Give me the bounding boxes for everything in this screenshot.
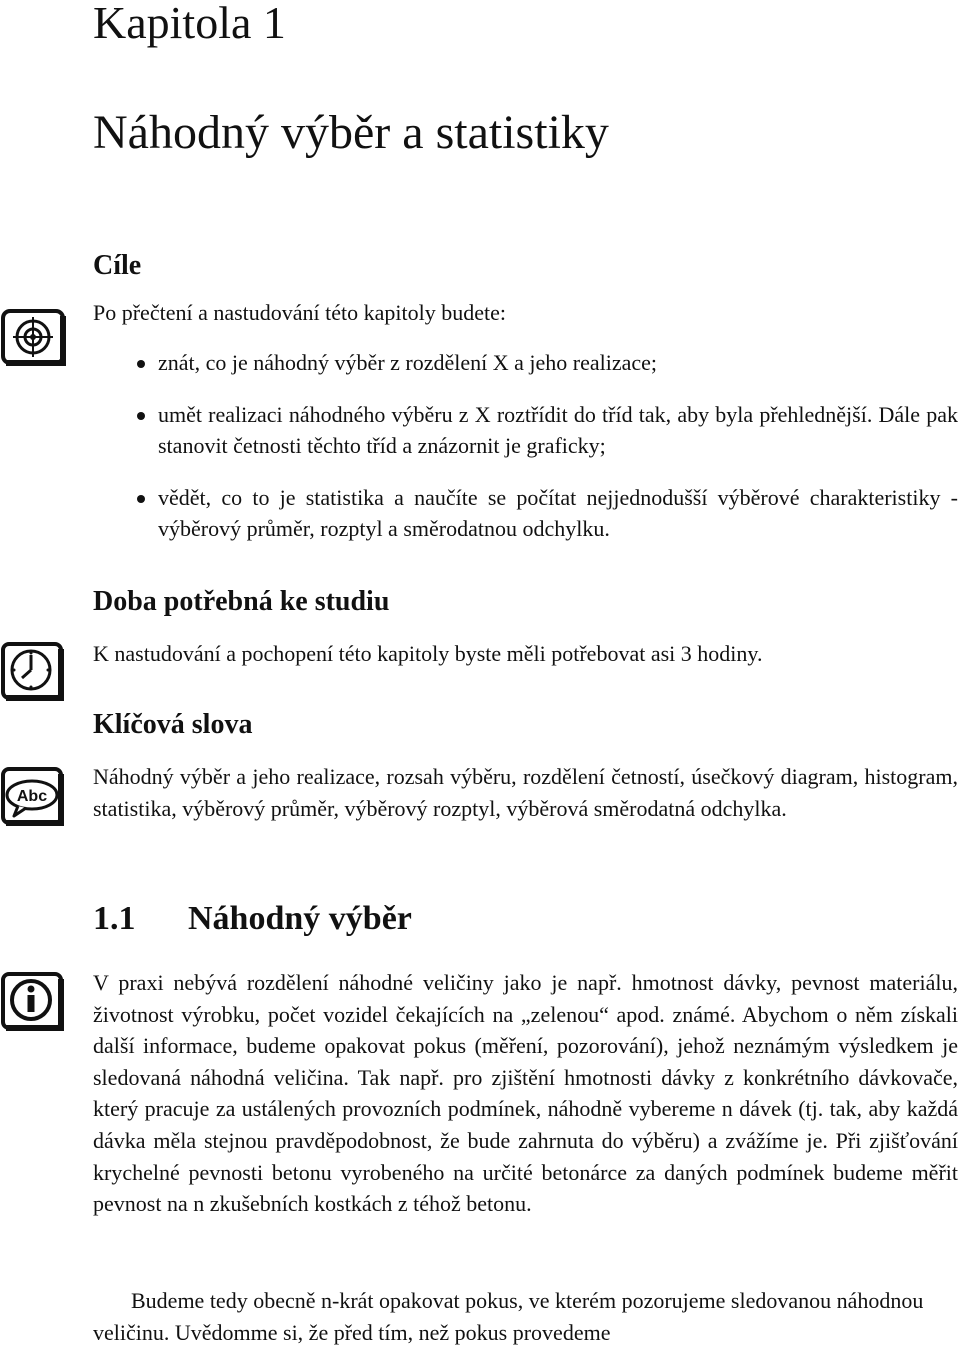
list-item: [93, 399, 958, 462]
target-icon: [0, 308, 66, 368]
section-paragraph-1: V praxi nebývá rozdělení náhodné veličiny jako je např. hmotnost dávky, pevnost materiálu, životnost výrobku, počet vozidel čekajících na „zelenou“ apod. známé. Abychom o něm získali další informace, budeme opakovat pokus (měření, pozorování), jehož neznámým výsledkem je sledovaná náhodná veličina. Tak např. pro zjištění hmotnosti dávky z konkrétního dávkovače, který pracuje za ustálených provozních podmínek, náhodně vybereme n dávek (tj. tak, aby každá dávka měla stejnou pravděpodobnost, že bude zahrnuta do výběru) a zvážíme je. Při zjišťování krychelné pevnosti betonu vyrobeného na určité betonárce za daných podmínek budeme měřit pevnost na n zkušebních kostkách z téhož betonu.: [93, 970, 958, 1217]
info-icon: [0, 970, 66, 1032]
list-item: [93, 347, 958, 379]
clock-icon: [0, 640, 66, 702]
subsection-title: [93, 898, 412, 940]
list-item-text: umět realizaci náhodného výběru z X roztřídit do tříd tak, aby byla přehlednější. Dále pak stanovit četnosti těchto tříd a znázornit je graficky;: [158, 401, 958, 458]
section-paragraph-2: [93, 1285, 958, 1348]
bullet-dot: [137, 360, 145, 368]
chapter-label: Kapitola 1: [93, 0, 286, 48]
bullet-dot: [137, 495, 145, 503]
goals-intro: Po přečtení a nastudování této kapitoly budete:: [93, 300, 507, 325]
list-item-text: vědět, co to je statistika a naučíte se počítat nejjednodušší výběrové charakteristiky - výběrový průměr, rozptyl a směrodatnou odchylku.: [158, 484, 958, 541]
list-item-text: znát, co je náhodný výběr z rozdělení X a jeho realizace;: [158, 350, 658, 375]
study-time-text: K nastudování a pochopení této kapitoly byste měli potřebovat asi 3 hodiny.: [93, 641, 763, 666]
list-item: [93, 482, 958, 545]
speech-bubble-icon: [0, 766, 66, 828]
subsection-name: Náhodný výběr: [188, 900, 412, 937]
section-paragraph-2-text: Budeme tedy obecně n-krát opakovat pokus, ve kterém pozorujeme sledovanou náhodnou veličinu. Uvědomme si, že před tím, než pokus provedeme: [93, 1288, 924, 1345]
bullet-dot: [137, 412, 145, 420]
chapter-title: Náhodný výběr a statistiky: [93, 106, 609, 159]
goals-heading: Cíle: [93, 250, 142, 281]
keywords-heading: Klíčová slova: [93, 709, 253, 740]
subsection-number: 1.1: [93, 900, 136, 937]
keywords-text: Náhodný výběr a jeho realizace, rozsah výběru, rozdělení četností, úsečkový diagram, histogram, statistika, výběrový průměr, výběrový rozptyl, výběrová směrodatná odchylka.: [93, 764, 958, 821]
speech-bubble-text: Abc: [16, 788, 48, 805]
study-time-heading: Doba potřebná ke studiu: [93, 586, 390, 617]
goals-list: [93, 347, 958, 565]
